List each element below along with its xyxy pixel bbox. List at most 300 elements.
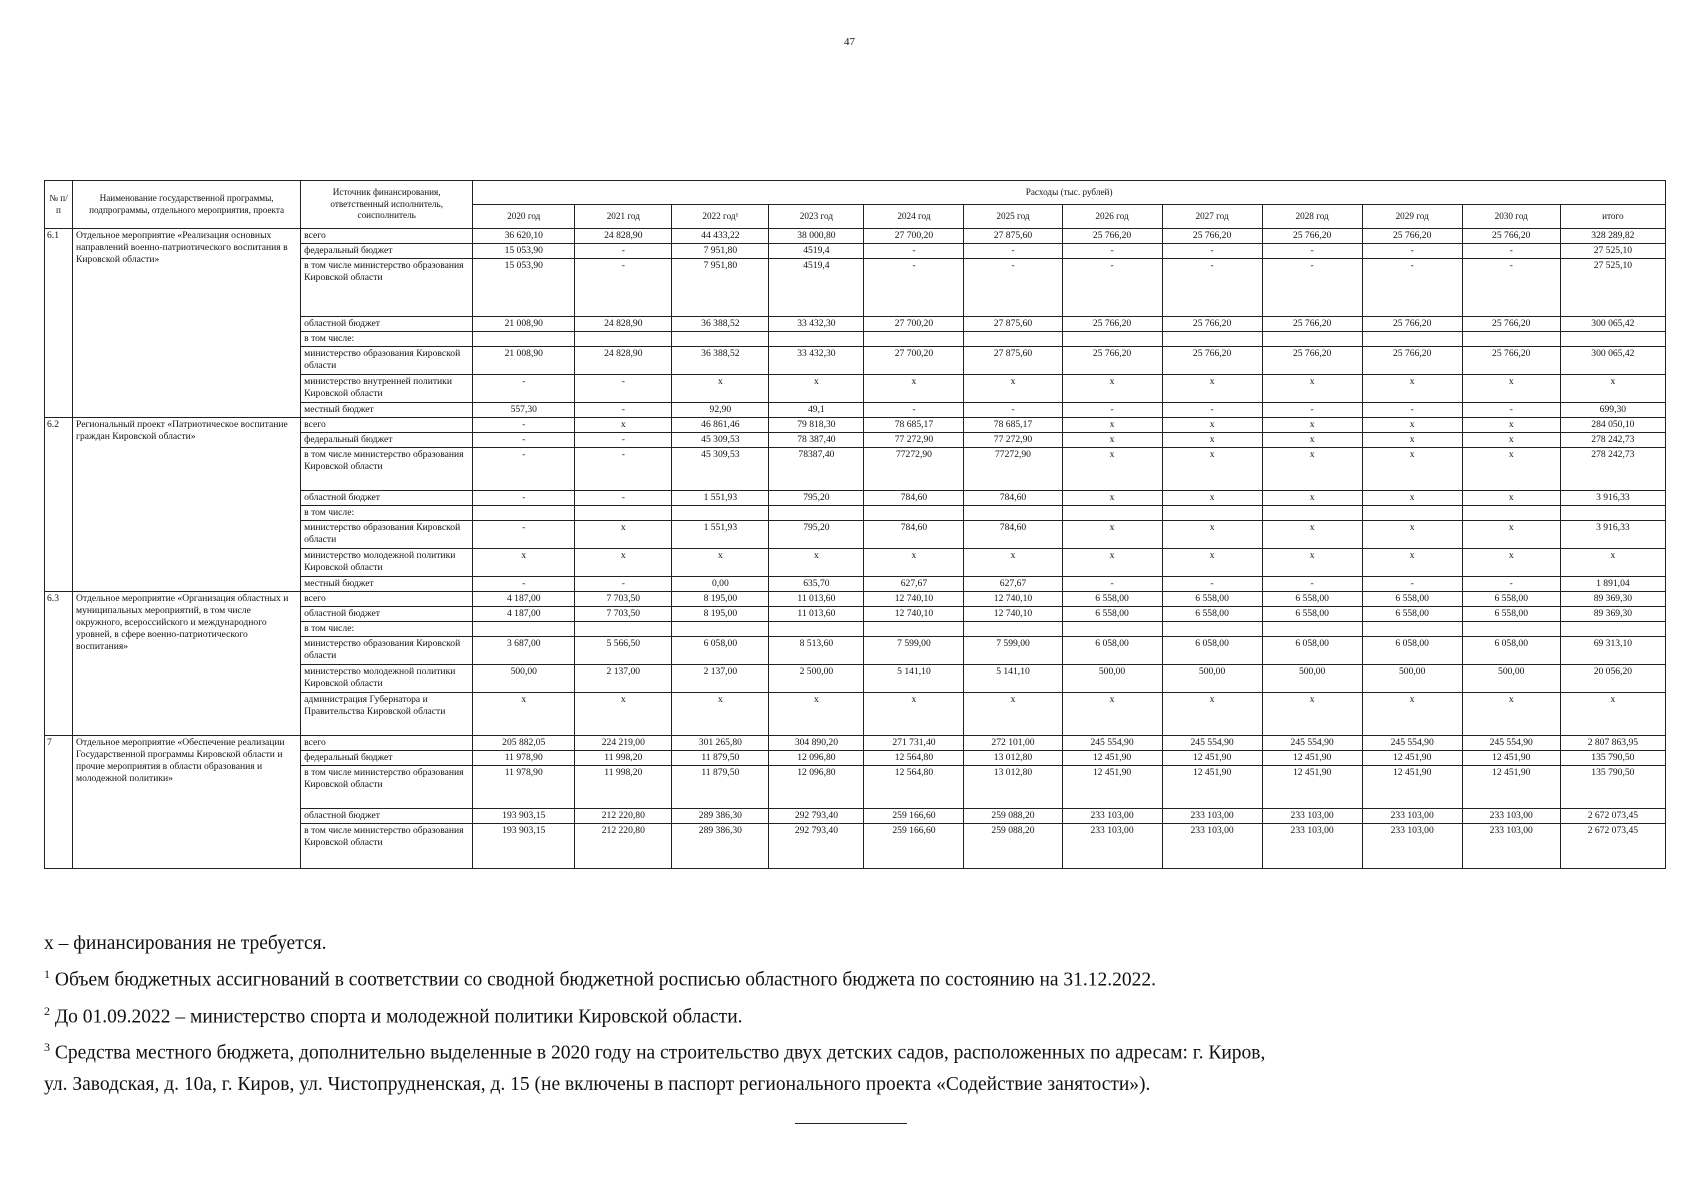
header-year: 2020 год — [473, 205, 575, 229]
amount-cell — [1262, 332, 1362, 347]
amount-cell: 245 554,90 — [1262, 735, 1362, 750]
amount-cell: 79 818,30 — [769, 417, 864, 432]
amount-cell: 245 554,90 — [1062, 735, 1162, 750]
amount-cell: - — [964, 259, 1062, 317]
amount-cell: 12 451,90 — [1162, 765, 1262, 808]
amount-cell: x — [1362, 692, 1462, 735]
amount-cell: 2 137,00 — [575, 664, 672, 692]
amount-cell: - — [1362, 259, 1462, 317]
amount-cell: - — [964, 244, 1062, 259]
amount-cell: 77 272,90 — [864, 432, 964, 447]
footnote — [44, 1032, 1664, 1069]
amount-cell: x — [1262, 548, 1362, 576]
amount-cell: 4 187,00 — [473, 591, 575, 606]
amount-cell: x — [769, 548, 864, 576]
amount-cell: x — [1462, 417, 1560, 432]
footnote — [44, 1069, 1664, 1100]
funding-source: областной бюджет — [301, 808, 473, 823]
amount-cell: 259 166,60 — [864, 808, 964, 823]
amount-cell: 7 599,00 — [864, 636, 964, 664]
amount-cell: 795,20 — [769, 490, 864, 505]
amount-cell: 11 879,50 — [672, 750, 769, 765]
amount-cell: 27 875,60 — [964, 346, 1062, 374]
amount-cell: 25 766,20 — [1062, 317, 1162, 332]
amount-cell: 25 766,20 — [1162, 317, 1262, 332]
amount-cell: 2 672 073,45 — [1560, 808, 1665, 823]
amount-cell: 11 013,60 — [769, 591, 864, 606]
table-row — [45, 591, 1666, 606]
header-year: 2025 год — [964, 205, 1062, 229]
amount-cell: x — [575, 520, 672, 548]
amount-cell: x — [1262, 417, 1362, 432]
amount-cell — [1362, 621, 1462, 636]
funding-source: федеральный бюджет — [301, 432, 473, 447]
amount-cell: 6 558,00 — [1362, 591, 1462, 606]
amount-cell: 8 513,60 — [769, 636, 864, 664]
amount-cell: x — [1462, 520, 1560, 548]
amount-cell: 2 500,00 — [769, 664, 864, 692]
item-name: Региональный проект «Патриотическое воспитание граждан Кировской области» — [73, 417, 301, 591]
funding-source: всего — [301, 591, 473, 606]
amount-cell: x — [1162, 447, 1262, 490]
amount-cell — [575, 505, 672, 520]
amount-cell: - — [1062, 244, 1162, 259]
amount-cell: - — [473, 447, 575, 490]
amount-cell: 12 564,80 — [864, 750, 964, 765]
funding-source: областной бюджет — [301, 606, 473, 621]
budget-table — [44, 180, 1666, 869]
amount-cell: x — [1362, 490, 1462, 505]
funding-source: министерство внутренней политики Кировской области — [301, 374, 473, 402]
amount-cell — [1062, 332, 1162, 347]
amount-cell: - — [1462, 244, 1560, 259]
amount-cell — [1162, 621, 1262, 636]
amount-cell: - — [575, 374, 672, 402]
amount-cell: x — [1362, 548, 1462, 576]
header-year: 2030 год — [1462, 205, 1560, 229]
amount-cell: x — [575, 417, 672, 432]
amount-cell: 25 766,20 — [1362, 229, 1462, 244]
funding-source: местный бюджет — [301, 576, 473, 591]
bottom-rule — [795, 1123, 907, 1124]
amount-cell: 7 951,80 — [672, 259, 769, 317]
footnote-text: х – финансирования не требуется. — [44, 933, 327, 954]
amount-cell: 45 309,53 — [672, 447, 769, 490]
amount-cell: 271 731,40 — [864, 735, 964, 750]
header-year: 2022 год¹ — [672, 205, 769, 229]
amount-cell: 7 599,00 — [964, 636, 1062, 664]
header-year: 2023 год — [769, 205, 864, 229]
amount-cell: 12 740,10 — [864, 606, 964, 621]
amount-cell: 6 558,00 — [1262, 606, 1362, 621]
amount-cell: 278 242,73 — [1560, 447, 1665, 490]
amount-cell: 49,1 — [769, 402, 864, 417]
amount-cell: x — [1062, 520, 1162, 548]
amount-cell — [1362, 505, 1462, 520]
amount-cell: x — [1062, 548, 1162, 576]
amount-cell: 24 828,90 — [575, 317, 672, 332]
amount-cell: 6 058,00 — [1262, 636, 1362, 664]
amount-cell: x — [1262, 490, 1362, 505]
amount-cell: 259 088,20 — [964, 823, 1062, 868]
header-year: 2028 год — [1262, 205, 1362, 229]
amount-cell: 6 058,00 — [1162, 636, 1262, 664]
amount-cell: x — [575, 548, 672, 576]
amount-cell: 13 012,80 — [964, 765, 1062, 808]
amount-cell: 78 387,40 — [769, 432, 864, 447]
amount-cell: 784,60 — [964, 520, 1062, 548]
amount-cell: 25 766,20 — [1262, 229, 1362, 244]
amount-cell: 25 766,20 — [1462, 317, 1560, 332]
amount-cell: x — [1062, 374, 1162, 402]
amount-cell: 245 554,90 — [1362, 735, 1462, 750]
amount-cell: 1 551,93 — [672, 520, 769, 548]
amount-cell: 233 103,00 — [1362, 808, 1462, 823]
funding-source: министерство образования Кировской области — [301, 520, 473, 548]
amount-cell: 272 101,00 — [964, 735, 1062, 750]
amount-cell — [1462, 505, 1560, 520]
header-expenses: Расходы (тыс. рублей) — [473, 181, 1666, 205]
amount-cell: 78 685,17 — [864, 417, 964, 432]
amount-cell: 7 703,50 — [575, 591, 672, 606]
amount-cell: x — [964, 374, 1062, 402]
amount-cell: 135 790,50 — [1560, 750, 1665, 765]
amount-cell: x — [672, 548, 769, 576]
amount-cell: x — [864, 374, 964, 402]
amount-cell: 292 793,40 — [769, 808, 864, 823]
amount-cell: 78 685,17 — [964, 417, 1062, 432]
amount-cell — [864, 621, 964, 636]
amount-cell: 25 766,20 — [1262, 346, 1362, 374]
amount-cell: 233 103,00 — [1162, 823, 1262, 868]
amount-cell: 259 166,60 — [864, 823, 964, 868]
funding-source: всего — [301, 417, 473, 432]
amount-cell — [769, 505, 864, 520]
amount-cell — [1162, 505, 1262, 520]
amount-cell: 233 103,00 — [1462, 823, 1560, 868]
amount-cell: 627,67 — [864, 576, 964, 591]
amount-cell — [672, 505, 769, 520]
amount-cell: 12 451,90 — [1362, 750, 1462, 765]
amount-cell: 6 558,00 — [1062, 591, 1162, 606]
amount-cell — [769, 332, 864, 347]
amount-cell: x — [1162, 417, 1262, 432]
amount-cell: 12 740,10 — [964, 591, 1062, 606]
header-year: 2027 год — [1162, 205, 1262, 229]
amount-cell: 38 000,80 — [769, 229, 864, 244]
amount-cell: x — [1362, 432, 1462, 447]
amount-cell: 1 551,93 — [672, 490, 769, 505]
amount-cell: 301 265,80 — [672, 735, 769, 750]
funding-source: областной бюджет — [301, 490, 473, 505]
funding-source: всего — [301, 229, 473, 244]
amount-cell — [473, 505, 575, 520]
amount-cell: 233 103,00 — [1362, 823, 1462, 868]
amount-cell: 3 687,00 — [473, 636, 575, 664]
funding-source: областной бюджет — [301, 317, 473, 332]
amount-cell: x — [769, 374, 864, 402]
item-number: 6.2 — [45, 417, 73, 591]
amount-cell: 795,20 — [769, 520, 864, 548]
amount-cell: x — [1462, 447, 1560, 490]
amount-cell: x — [672, 692, 769, 735]
funding-source: в том числе министерство образования Кировской области — [301, 765, 473, 808]
amount-cell: 45 309,53 — [672, 432, 769, 447]
amount-cell: x — [1162, 548, 1262, 576]
amount-cell: 25 766,20 — [1062, 346, 1162, 374]
amount-cell: x — [1262, 374, 1362, 402]
amount-cell: 15 053,90 — [473, 244, 575, 259]
funding-source: в том числе министерство образования Кировской области — [301, 823, 473, 868]
funding-source: федеральный бюджет — [301, 244, 473, 259]
amount-cell: - — [1262, 576, 1362, 591]
amount-cell: 25 766,20 — [1362, 317, 1462, 332]
amount-cell — [473, 332, 575, 347]
amount-cell: 233 103,00 — [1162, 808, 1262, 823]
amount-cell: 33 432,30 — [769, 346, 864, 374]
amount-cell: x — [964, 548, 1062, 576]
amount-cell: 557,30 — [473, 402, 575, 417]
amount-cell: x — [575, 692, 672, 735]
amount-cell: 8 195,00 — [672, 591, 769, 606]
amount-cell: x — [1062, 490, 1162, 505]
amount-cell — [1560, 332, 1665, 347]
amount-cell: 12 451,90 — [1162, 750, 1262, 765]
header-source: Источник финансирования, ответственный исполнитель, соисполнитель — [301, 181, 473, 229]
amount-cell: 11 998,20 — [575, 750, 672, 765]
footnote-text: Средства местного бюджета, дополнительно выделенные в 2020 году на строительство двух детских садов, расположенных по адресам: г. Киров, — [50, 1042, 1266, 1064]
funding-source: администрация Губернатора и Правительства Кировской области — [301, 692, 473, 735]
amount-cell: - — [1262, 402, 1362, 417]
amount-cell: 784,60 — [964, 490, 1062, 505]
amount-cell: 500,00 — [1462, 664, 1560, 692]
amount-cell: 12 451,90 — [1362, 765, 1462, 808]
amount-cell: - — [964, 402, 1062, 417]
amount-cell: 36 388,52 — [672, 317, 769, 332]
amount-cell: 25 766,20 — [1062, 229, 1162, 244]
amount-cell: 3 916,33 — [1560, 490, 1665, 505]
amount-cell: 784,60 — [864, 490, 964, 505]
amount-cell: - — [575, 402, 672, 417]
amount-cell: 500,00 — [1162, 664, 1262, 692]
amount-cell: x — [769, 692, 864, 735]
amount-cell: x — [1162, 490, 1262, 505]
table-row — [45, 735, 1666, 750]
amount-cell: 500,00 — [1362, 664, 1462, 692]
amount-cell: 27 875,60 — [964, 229, 1062, 244]
amount-cell — [1062, 505, 1162, 520]
amount-cell: 25 766,20 — [1162, 229, 1262, 244]
amount-cell: 5 141,10 — [864, 664, 964, 692]
amount-cell: 25 766,20 — [1162, 346, 1262, 374]
amount-cell — [1462, 621, 1560, 636]
amount-cell: 205 882,05 — [473, 735, 575, 750]
amount-cell: 6 058,00 — [1062, 636, 1162, 664]
item-number: 7 — [45, 735, 73, 868]
amount-cell: 77272,90 — [964, 447, 1062, 490]
amount-cell: x — [1162, 432, 1262, 447]
amount-cell: 6 558,00 — [1462, 606, 1560, 621]
amount-cell: 6 558,00 — [1262, 591, 1362, 606]
amount-cell: x — [1362, 447, 1462, 490]
amount-cell: 12 451,90 — [1062, 765, 1162, 808]
amount-cell — [1262, 505, 1362, 520]
amount-cell: 89 369,30 — [1560, 606, 1665, 621]
table-row — [45, 417, 1666, 432]
amount-cell: 25 766,20 — [1462, 229, 1560, 244]
header-year: 2024 год — [864, 205, 964, 229]
amount-cell: 77272,90 — [864, 447, 964, 490]
amount-cell: - — [1062, 259, 1162, 317]
amount-cell — [672, 621, 769, 636]
amount-cell: x — [864, 548, 964, 576]
amount-cell: 500,00 — [1062, 664, 1162, 692]
amount-cell: - — [575, 244, 672, 259]
amount-cell: 284 050,10 — [1560, 417, 1665, 432]
amount-cell: 3 916,33 — [1560, 520, 1665, 548]
amount-cell: x — [1462, 490, 1560, 505]
amount-cell — [1560, 505, 1665, 520]
footnote-text: ул. Заводская, д. 10а, г. Киров, ул. Чистопрудненская, д. 15 (не включены в паспорт регионального проекта «Содействие занятости»). — [44, 1073, 1151, 1095]
amount-cell: 11 978,90 — [473, 750, 575, 765]
funding-source: в том числе: — [301, 505, 473, 520]
amount-cell: 11 998,20 — [575, 765, 672, 808]
amount-cell: - — [864, 259, 964, 317]
amount-cell — [672, 332, 769, 347]
amount-cell: 33 432,30 — [769, 317, 864, 332]
amount-cell: 5 141,10 — [964, 664, 1062, 692]
amount-cell: 233 103,00 — [1262, 808, 1362, 823]
amount-cell: 4 187,00 — [473, 606, 575, 621]
amount-cell: 193 903,15 — [473, 823, 575, 868]
amount-cell: 11 879,50 — [672, 765, 769, 808]
item-number: 6.3 — [45, 591, 73, 735]
amount-cell: - — [1362, 402, 1462, 417]
amount-cell: x — [1262, 692, 1362, 735]
item-name: Отдельное мероприятие «Организация областных и муниципальных мероприятий, в том числе окружного, всероссийского и международного уровней, в сфере военно-патриотического воспитания» — [73, 591, 301, 735]
amount-cell: - — [1462, 259, 1560, 317]
amount-cell: 27 525,10 — [1560, 244, 1665, 259]
amount-cell: 6 558,00 — [1462, 591, 1560, 606]
amount-cell: 6 558,00 — [1062, 606, 1162, 621]
amount-cell — [575, 332, 672, 347]
amount-cell — [964, 505, 1062, 520]
amount-cell: 304 890,20 — [769, 735, 864, 750]
amount-cell: 500,00 — [1262, 664, 1362, 692]
amount-cell: x — [1262, 432, 1362, 447]
amount-cell: - — [575, 259, 672, 317]
amount-cell: 44 433,22 — [672, 229, 769, 244]
amount-cell: 12 451,90 — [1462, 765, 1560, 808]
funding-source: в том числе министерство образования Кировской области — [301, 447, 473, 490]
amount-cell: x — [473, 548, 575, 576]
amount-cell: 24 828,90 — [575, 346, 672, 374]
amount-cell: 13 012,80 — [964, 750, 1062, 765]
amount-cell: - — [473, 374, 575, 402]
amount-cell: 7 951,80 — [672, 244, 769, 259]
amount-cell: 20 056,20 — [1560, 664, 1665, 692]
amount-cell: x — [1062, 447, 1162, 490]
amount-cell: x — [1462, 548, 1560, 576]
amount-cell: 6 058,00 — [672, 636, 769, 664]
amount-cell — [769, 621, 864, 636]
amount-cell: 233 103,00 — [1262, 823, 1362, 868]
amount-cell: - — [575, 576, 672, 591]
footnote-marker: 2 — [44, 1003, 50, 1018]
amount-cell: 25 766,20 — [1362, 346, 1462, 374]
amount-cell: 699,30 — [1560, 402, 1665, 417]
amount-cell — [864, 332, 964, 347]
amount-cell: - — [575, 432, 672, 447]
amount-cell: - — [1062, 402, 1162, 417]
amount-cell: 784,60 — [864, 520, 964, 548]
amount-cell: 2 137,00 — [672, 664, 769, 692]
amount-cell: x — [672, 374, 769, 402]
amount-cell: 328 289,82 — [1560, 229, 1665, 244]
amount-cell: 4519,4 — [769, 244, 864, 259]
amount-cell: x — [1262, 447, 1362, 490]
amount-cell: 7 703,50 — [575, 606, 672, 621]
amount-cell: 36 620,10 — [473, 229, 575, 244]
amount-cell: 8 195,00 — [672, 606, 769, 621]
amount-cell — [1062, 621, 1162, 636]
header-name: Наименование государственной программы, подпрограммы, отдельного мероприятия, проекта — [73, 181, 301, 229]
amount-cell: 21 008,90 — [473, 317, 575, 332]
footnote-text: До 01.09.2022 – министерство спорта и молодежной политики Кировской области. — [50, 1006, 743, 1027]
amount-cell: x — [1162, 520, 1262, 548]
amount-cell: 193 903,15 — [473, 808, 575, 823]
funding-source: министерство молодежной политики Кировской области — [301, 548, 473, 576]
amount-cell: x — [964, 692, 1062, 735]
amount-cell: - — [1162, 259, 1262, 317]
amount-cell: 292 793,40 — [769, 823, 864, 868]
amount-cell: 2 672 073,45 — [1560, 823, 1665, 868]
amount-cell — [1560, 621, 1665, 636]
amount-cell: x — [1162, 692, 1262, 735]
page-number: 47 — [844, 36, 855, 48]
amount-cell: 6 558,00 — [1162, 591, 1262, 606]
item-name: Отдельное мероприятие «Реализация основных направлений военно-патриотического воспитания в Кировской области» — [73, 229, 301, 418]
funding-source: местный бюджет — [301, 402, 473, 417]
amount-cell: x — [864, 692, 964, 735]
amount-cell: x — [1262, 520, 1362, 548]
amount-cell: 12 740,10 — [964, 606, 1062, 621]
header-year: 2021 год — [575, 205, 672, 229]
footnotes — [44, 928, 1664, 1100]
amount-cell: 500,00 — [473, 664, 575, 692]
amount-cell: x — [1062, 692, 1162, 735]
amount-cell: 212 220,80 — [575, 808, 672, 823]
amount-cell: 2 807 863,95 — [1560, 735, 1665, 750]
footnote-marker: 1 — [44, 967, 50, 981]
amount-cell: - — [473, 520, 575, 548]
amount-cell: 15 053,90 — [473, 259, 575, 317]
amount-cell: 25 766,20 — [1262, 317, 1362, 332]
footnote — [44, 996, 1664, 1033]
amount-cell: 27 700,20 — [864, 317, 964, 332]
amount-cell: 27 875,60 — [964, 317, 1062, 332]
amount-cell: 12 451,90 — [1262, 765, 1362, 808]
amount-cell: 6 058,00 — [1462, 636, 1560, 664]
amount-cell — [1262, 621, 1362, 636]
amount-cell: 12 096,80 — [769, 765, 864, 808]
funding-source: в том числе: — [301, 621, 473, 636]
amount-cell: 21 008,90 — [473, 346, 575, 374]
amount-cell: - — [1162, 244, 1262, 259]
header-year: 2026 год — [1062, 205, 1162, 229]
item-number: 6.1 — [45, 229, 73, 418]
amount-cell: 6 058,00 — [1362, 636, 1462, 664]
